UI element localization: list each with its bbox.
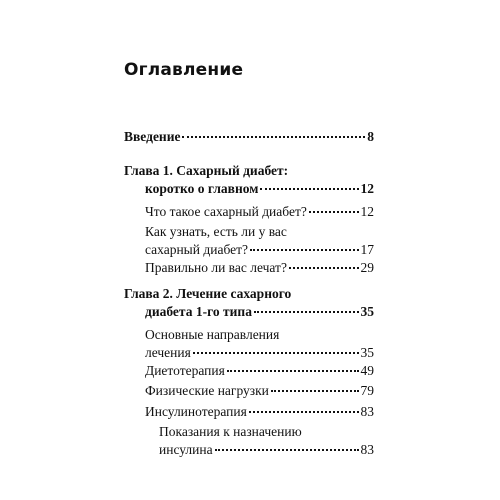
toc-line <box>124 180 374 198</box>
toc-entry-title-line-2: инсулина <box>159 442 213 457</box>
toc-line <box>145 203 374 221</box>
toc-entry-title: Правильно ли вас лечат? <box>145 260 287 275</box>
toc-entry-title-line-1: Глава 1. Сахарный диабет: <box>124 163 289 178</box>
toc-line <box>145 362 374 380</box>
toc-line <box>145 344 374 362</box>
dot-leader <box>215 448 359 451</box>
dot-leader <box>249 410 359 413</box>
toc-entry-title: Введение <box>124 129 181 144</box>
toc-entry-introduction[interactable] <box>124 128 374 146</box>
toc-entry-title-line-1: Как узнать, есть ли у вас <box>145 224 287 239</box>
toc-entry-chapter-2[interactable] <box>124 285 374 321</box>
toc-entry-what-is-diabetes[interactable] <box>145 203 374 221</box>
toc-entry-main-directions[interactable] <box>145 326 374 362</box>
toc-entry-title-line-2: диабета 1-го типа <box>145 304 252 319</box>
dot-leader <box>289 266 359 269</box>
toc-entry-title: Инсулинотерапия <box>145 404 247 419</box>
toc-line <box>145 403 374 421</box>
dot-leader <box>193 351 359 354</box>
dot-leader <box>250 248 358 251</box>
toc-page-number: 12 <box>360 204 374 219</box>
toc-page-number: 35 <box>360 345 374 360</box>
toc-page-number: 29 <box>360 260 374 275</box>
toc-entry-title-line-2: коротко о главном <box>145 181 259 196</box>
toc-entry-physical-activity[interactable] <box>145 382 374 400</box>
dot-leader <box>309 210 359 213</box>
dot-leader <box>227 369 359 372</box>
dot-leader <box>260 187 358 190</box>
toc-entry-title-line-1: Глава 2. Лечение сахарного <box>124 286 292 301</box>
toc-page-number: 79 <box>360 383 374 398</box>
toc-entry-how-to-know[interactable] <box>145 223 374 259</box>
toc-entry-title: Диетотерапия <box>145 363 225 378</box>
toc-entry-are-you-treated-right[interactable] <box>145 259 374 277</box>
toc-page-number: 12 <box>360 181 374 196</box>
toc-page-number: 49 <box>360 363 374 378</box>
dot-leader <box>271 389 359 392</box>
dot-leader <box>182 135 365 138</box>
toc-entry-chapter-1[interactable] <box>124 162 374 198</box>
dot-leader <box>254 310 359 313</box>
toc-page-number: 83 <box>360 442 374 457</box>
toc-line <box>124 303 374 321</box>
toc-line <box>145 241 374 259</box>
toc-entry-title: Физические нагрузки <box>145 383 269 398</box>
toc-page-number: 8 <box>367 129 374 144</box>
toc-page-number: 83 <box>360 404 374 419</box>
toc-entry-insulin-therapy[interactable] <box>145 403 374 421</box>
toc-page-number: 35 <box>360 304 374 319</box>
toc-line <box>124 128 374 146</box>
toc-entry-title-line-2: сахарный диабет? <box>145 242 249 257</box>
toc-line <box>145 259 374 277</box>
toc-entry-diet-therapy[interactable] <box>145 362 374 380</box>
toc-heading: Оглавление <box>124 60 244 80</box>
toc-line <box>145 382 374 400</box>
toc-entry-title-line-2: лечения <box>145 345 191 360</box>
toc-entry-title-line-1: Показания к назначению <box>159 424 302 439</box>
toc-entry-title-line-1: Основные направления <box>145 327 280 342</box>
toc-entry-title: Что такое сахарный диабет? <box>145 204 307 219</box>
toc-page-number: 17 <box>360 242 374 257</box>
toc-entry-insulin-indications[interactable] <box>159 423 374 459</box>
toc-line <box>159 441 374 459</box>
